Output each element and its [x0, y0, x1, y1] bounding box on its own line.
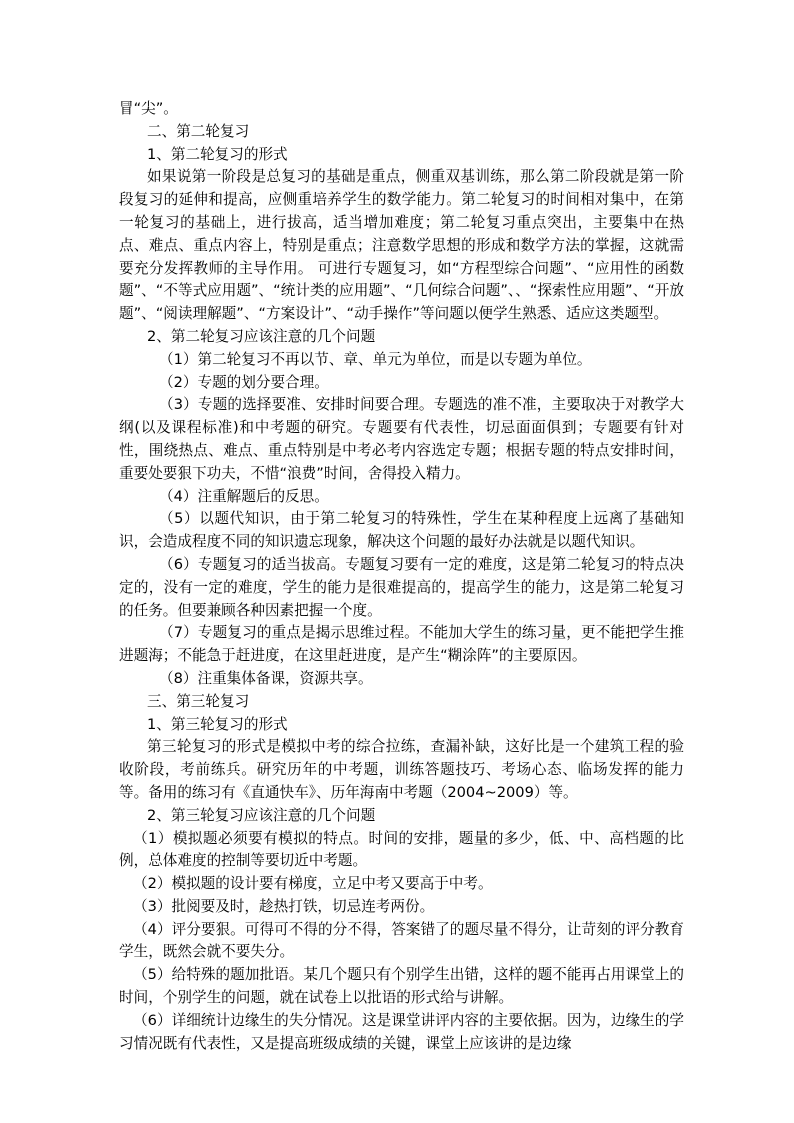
- paragraph: 1、第三轮复习的形式: [147, 715, 288, 733]
- paragraph: 第三轮复习的形式是模拟中考的综合拉练，查漏补缺，这好比是一个建筑工程的验收阶段，考前练兵。研究历年的中考题，训练答题技巧、考场心态、临场发挥的能力等。备用的练习有《直通快车》、历年海南中考题（2004~2009）等。: [119, 738, 684, 801]
- paragraph: （2）模拟题的设计要有梯度，立足中考又要高于中考。: [133, 875, 493, 893]
- paragraph: （3）专题的选择要准、安排时间要合理。专题选的准不准，主要取决于对教学大纲(以及课程标准)和中考题的研究。专题要有代表性，切忌面面俱到；专题要有针对性，围绕热点、难点、重点特别是中考必考内容选定专题；根据专题的特点安排时间，重要处要狠下功夫，不惜“浪费”时间，舍得投入精力。: [119, 396, 684, 482]
- paragraph: （2）专题的划分要合理。: [159, 373, 329, 391]
- paragraph: （4）注重解题后的反思。: [159, 487, 329, 505]
- paragraph: （6）详细统计边缘生的失分情况。这是课堂讲评内容的主要依据。因为，边缘生的学习情况既有代表性，又是提高班级成绩的关键，课堂上应该讲的是边缘: [119, 1011, 684, 1052]
- paragraph: （6）专题复习的适当拔高。专题复习要有一定的难度，这是第二轮复习的特点决定的，没有一定的难度，学生的能力是很难提高的，提高学生的能力，这是第二轮复习的任务。但要兼顾各种因素把握一个度。: [119, 555, 684, 619]
- paragraph: （4）评分要狠。可得可不得的分不得，答案错了的题尽量不得分，让苛刻的评分教育学生，既然会就不要失分。: [119, 920, 684, 961]
- paragraph: 冒“尖”。: [119, 100, 178, 117]
- paragraph: （8）注重集体备课，资源共享。: [159, 669, 373, 687]
- paragraph: 如果说第一阶段是总复习的基础是重点，侧重双基训练，那么第二阶段就是第一阶段复习的延伸和提高，应侧重培养学生的数学能力。第二轮复习的时间相对集中，在第一轮复习的基础上，进行拔高，适当增加难度；第二轮复习重点突出，主要集中在热点、难点、重点内容上，特别是重点；注意数学思想的形成和数学方法的掌握，这就需要充分发挥教师的主导作用。 可进行专题复习，如“方程型综合问题”、“应用性的函数题”、“不等式应用题”、“统计类的应用题”、“几何综合问题”、、“探索性应用题”、“开放题”、“阅读理解题”、“方案设计”、“动手操作”等问题以便学生熟悉、适应这类题型。: [119, 168, 684, 323]
- paragraph: （5）给特殊的题加批语。某几个题只有个别学生出错，这样的题不能再占用课堂上的时间，个别学生的问题，就在试卷上以批语的形式给与讲解。: [119, 966, 684, 1007]
- paragraph: 二、第二轮复习: [147, 122, 250, 140]
- paragraph: 2、第三轮复习应该注意的几个问题: [147, 806, 376, 824]
- paragraph: （1）第二轮复习不再以节、章、单元为单位，而是以专题为单位。: [159, 350, 592, 368]
- paragraph: 2、第二轮复习应该注意的几个问题: [147, 327, 376, 345]
- paragraph: （5）以题代知识，由于第二轮复习的特殊性，学生在某种程度上远离了基础知识，会造成程度不同的知识遗忘现象，解决这个问题的最好办法就是以题代知识。: [119, 510, 684, 551]
- paragraph: （7）专题复习的重点是揭示思维过程。不能加大学生的练习量，更不能把学生推进题海；不能急于赶进度，在这里赶进度，是产生“糊涂阵”的主要原因。: [119, 624, 684, 665]
- document-page: [119, 98, 684, 1055]
- paragraph: 1、第二轮复习的形式: [147, 145, 288, 163]
- paragraph: （1）模拟题必须要有模拟的特点。时间的安排，题量的多少，低、中、高档题的比例，总体难度的控制等要切近中考题。: [119, 829, 684, 870]
- paragraph: （3）批阅要及时，趁热打铁，切忌连考两份。: [133, 897, 435, 915]
- paragraph: 三、第三轮复习: [147, 692, 250, 710]
